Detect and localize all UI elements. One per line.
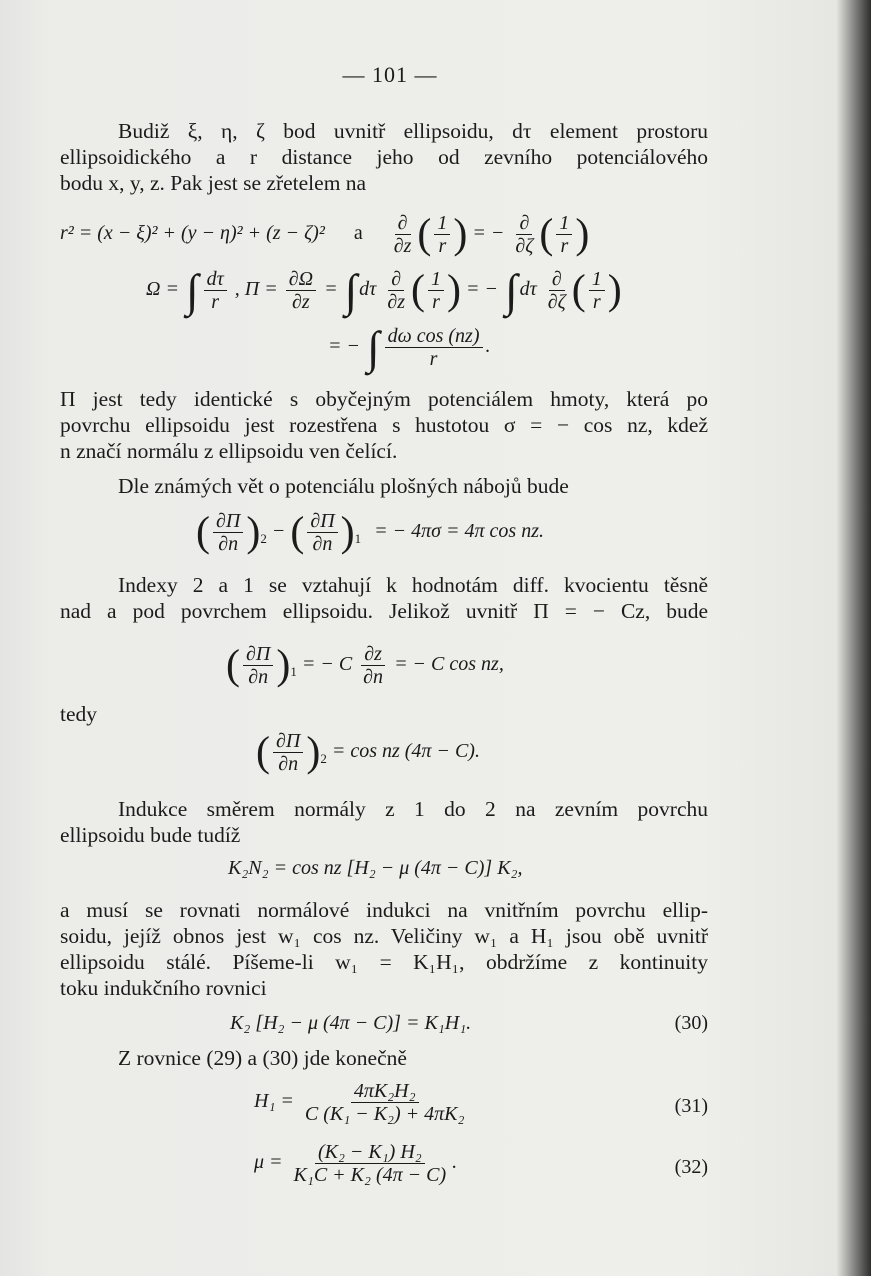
- numerator: ∂Π: [273, 730, 303, 753]
- text-line: Indukce směrem normály z 1 do 2 na zevním povrchu: [118, 797, 708, 821]
- fraction: [286, 268, 316, 313]
- paragraph-identical-potential: [60, 386, 708, 464]
- equation-number-32: (32): [674, 1156, 708, 1178]
- equation-outer-derivative: ( $\frac{\partial\Pi}{\partial n}$ )$_2 = \cos$ nz (4π − C).: [256, 729, 480, 776]
- label-tedy: tedy: [60, 702, 98, 726]
- numerator: 1: [428, 268, 444, 291]
- equation-term: = −: [328, 335, 360, 358]
- numerator: ∂Π: [307, 510, 337, 533]
- fraction: [434, 212, 450, 257]
- fraction: [273, 730, 303, 775]
- fraction: [384, 268, 408, 313]
- equation-number-30: (30): [674, 1012, 708, 1034]
- numerator: (K₂ − K₁) H₂: [315, 1141, 425, 1164]
- equation-term: = cos nz (4π − C).: [331, 740, 480, 763]
- numerator: ∂Π: [213, 510, 243, 533]
- denominator: ∂z: [292, 291, 310, 313]
- equation-term: −: [271, 520, 286, 543]
- denominator: K₁C + K₂ (4π − C): [293, 1164, 447, 1186]
- numerator: ∂Ω: [286, 268, 316, 291]
- denominator: ∂n: [218, 533, 239, 555]
- fraction: [243, 643, 273, 688]
- denominator: r: [432, 291, 440, 313]
- text-line: Indexy 2 a 1 se vztahují k hodnotám diff. kvocientu těsně: [118, 573, 708, 597]
- text-line: nad a pod povrchem ellipsoidu. Jelikož uvnitř Π = − Cz, bude: [60, 599, 708, 623]
- denominator: ∂z: [387, 291, 406, 313]
- denominator: C (K₁ − K₂) + 4πK₂: [304, 1103, 465, 1125]
- numerator: 1: [589, 268, 605, 291]
- numerator: 4πK₂H₂: [351, 1080, 419, 1103]
- text-line: soidu, jejíž obnos jest w₁ cos nz. Veličiny w₁ a H₁ jsou obě uvnitř: [60, 924, 708, 948]
- equation-term: = − C cos nz,: [394, 653, 504, 676]
- numerator: 1: [434, 212, 450, 235]
- fraction: [589, 268, 605, 313]
- denominator: ∂ζ: [515, 235, 534, 257]
- paragraph-induction: [60, 796, 708, 848]
- text-line: n značí normálu z ellipsoidu ven čelící.: [60, 439, 398, 463]
- subscript: 2: [320, 751, 327, 767]
- numerator: ∂: [388, 268, 404, 291]
- equation-term: H₁ =: [254, 1090, 294, 1113]
- equation-term: r² = (x − ξ)² + (y − η)² + (z − ζ)²: [60, 222, 325, 245]
- equation-30: K₂ [H₂ − μ (4π − C)] = K₁H₁.: [230, 1012, 472, 1034]
- denominator: r: [438, 235, 447, 257]
- text-line: a musí se rovnati normálové indukci na vnitřním povrchu ellip-: [60, 898, 708, 922]
- equation-term: dτ: [519, 278, 537, 301]
- paragraph-finally: [60, 1045, 708, 1071]
- equation-number-31: (31): [674, 1095, 708, 1117]
- fraction: [512, 212, 536, 257]
- equation-31: [254, 1080, 470, 1125]
- denominator: ∂ζ: [547, 291, 566, 313]
- text-line: ellipsoidu bude tudíž: [60, 823, 241, 847]
- denominator: ∂n: [363, 666, 384, 688]
- equation-32: [254, 1141, 457, 1186]
- numerator: ∂Π: [243, 643, 273, 666]
- fraction: [428, 268, 444, 313]
- paragraph-normal-induction: [60, 897, 708, 1001]
- equation-term: Ω =: [146, 278, 179, 301]
- equation-term: = −: [466, 278, 499, 301]
- equation-distance: r² = (x − ξ)² + (y − η)² + (z − ζ)² a $\frac{\partial}{\partial z}$ ( $\frac{1}{r}$ ) = − $\frac{\partial}{\partial\zeta}$ ( $\frac{1}{r}$ ): [60, 211, 590, 258]
- denominator: r: [560, 235, 569, 257]
- equation-term: = −: [472, 222, 505, 245]
- subscript: 2: [260, 531, 267, 547]
- fraction: [204, 268, 227, 313]
- text-line: povrchu ellipsoidu jest rozestřena s hustotou σ = − cos nz, kdež: [60, 413, 708, 437]
- numerator: dω cos (nz): [385, 325, 483, 348]
- equation-term: dτ: [359, 278, 377, 301]
- text-line: Dle známých vět o potenciálu plošných nábojů bude: [118, 474, 569, 498]
- subscript: 1: [290, 664, 297, 680]
- text-line: bodu x, y, z. Pak jest se zřetelem na: [60, 171, 367, 195]
- equation-term: .: [485, 335, 491, 358]
- equation-term: .: [452, 1151, 458, 1174]
- equation-inner-derivative: ( $\frac{\partial\Pi}{\partial n}$ )$_1$ = − C $\frac{\partial z}{\partial n}$ = − C cos nz,: [226, 642, 504, 689]
- numerator: 1: [556, 212, 572, 235]
- fraction: [302, 1080, 468, 1125]
- equation-potential: Ω = ∫ $\frac{d\tau}{r}$ , Π = $\frac{\partial\Omega}{\partial z}$ = ∫ dτ $\frac{\partial}{\partial z}$ ( $\frac{1}{r}$ ) = − ∫ dτ $\frac{\partial}{\partial\zeta}$ ( $\frac{1}{r}$ ): [146, 264, 622, 316]
- denominator: r: [211, 291, 220, 313]
- paragraph-intro: [60, 118, 708, 196]
- denominator: ∂n: [278, 753, 299, 775]
- text-line: toku indukčního rovnici: [60, 976, 267, 1000]
- denominator: r: [592, 291, 601, 313]
- fraction: [385, 325, 483, 370]
- text-line: ellipsoidu stálé. Píšeme-li w₁ = K₁H₁, obdržíme z kontinuity: [60, 950, 708, 974]
- denominator: r: [429, 348, 438, 370]
- equation-jump-condition: ( $\frac{\partial\Pi}{\partial n}$ )$_2$ − ( $\frac{\partial\Pi}{\partial n}$ )$_1$ = − 4πσ = 4π cos nz.: [196, 509, 544, 556]
- numerator: ∂z: [361, 643, 385, 666]
- text-line: Z rovnice (29) a (30) jde konečně: [118, 1046, 407, 1070]
- text-line: ellipsoidického a r distance jeho od zevního potenciálového: [60, 145, 708, 169]
- text-line: Budiž ξ, η, ζ bod uvnitř ellipsoidu, dτ element prostoru: [118, 119, 708, 143]
- fraction: [556, 212, 572, 257]
- equation-term: =: [324, 278, 338, 301]
- paragraph-known-theorems: [60, 473, 708, 499]
- page-number: — 101 —: [342, 62, 438, 87]
- numerator: ∂: [516, 212, 532, 235]
- denominator: ∂z: [393, 235, 412, 257]
- fraction: [291, 1141, 450, 1186]
- equation-term: = − C: [301, 653, 353, 676]
- equation-surface-integral: = − ∫ $\frac{\text{dω cos (nz)}}{r}$ .: [328, 321, 491, 373]
- fraction: [360, 643, 386, 688]
- equation-term: μ =: [254, 1151, 283, 1174]
- numerator: ∂: [549, 268, 565, 291]
- paragraph-indices: [60, 572, 708, 624]
- fraction: [391, 212, 415, 257]
- fraction: [545, 268, 569, 313]
- numerator: dτ: [204, 268, 227, 291]
- text-line: Π jest tedy identické s obyčejným potenciálem hmoty, která po: [60, 387, 708, 411]
- equation-term: , Π =: [234, 278, 278, 301]
- fraction: [213, 510, 243, 555]
- denominator: ∂n: [248, 666, 269, 688]
- numerator: ∂: [395, 212, 411, 235]
- equation-connector: a: [353, 222, 363, 245]
- equation-term: = − 4πσ = 4π cos nz.: [374, 520, 544, 543]
- fraction: [307, 510, 337, 555]
- denominator: ∂n: [312, 533, 333, 555]
- equation-induction: K₂N₂ = cos nz [H₂ − μ (4π − C)] K₂,: [228, 857, 523, 879]
- subscript: 1: [354, 531, 362, 547]
